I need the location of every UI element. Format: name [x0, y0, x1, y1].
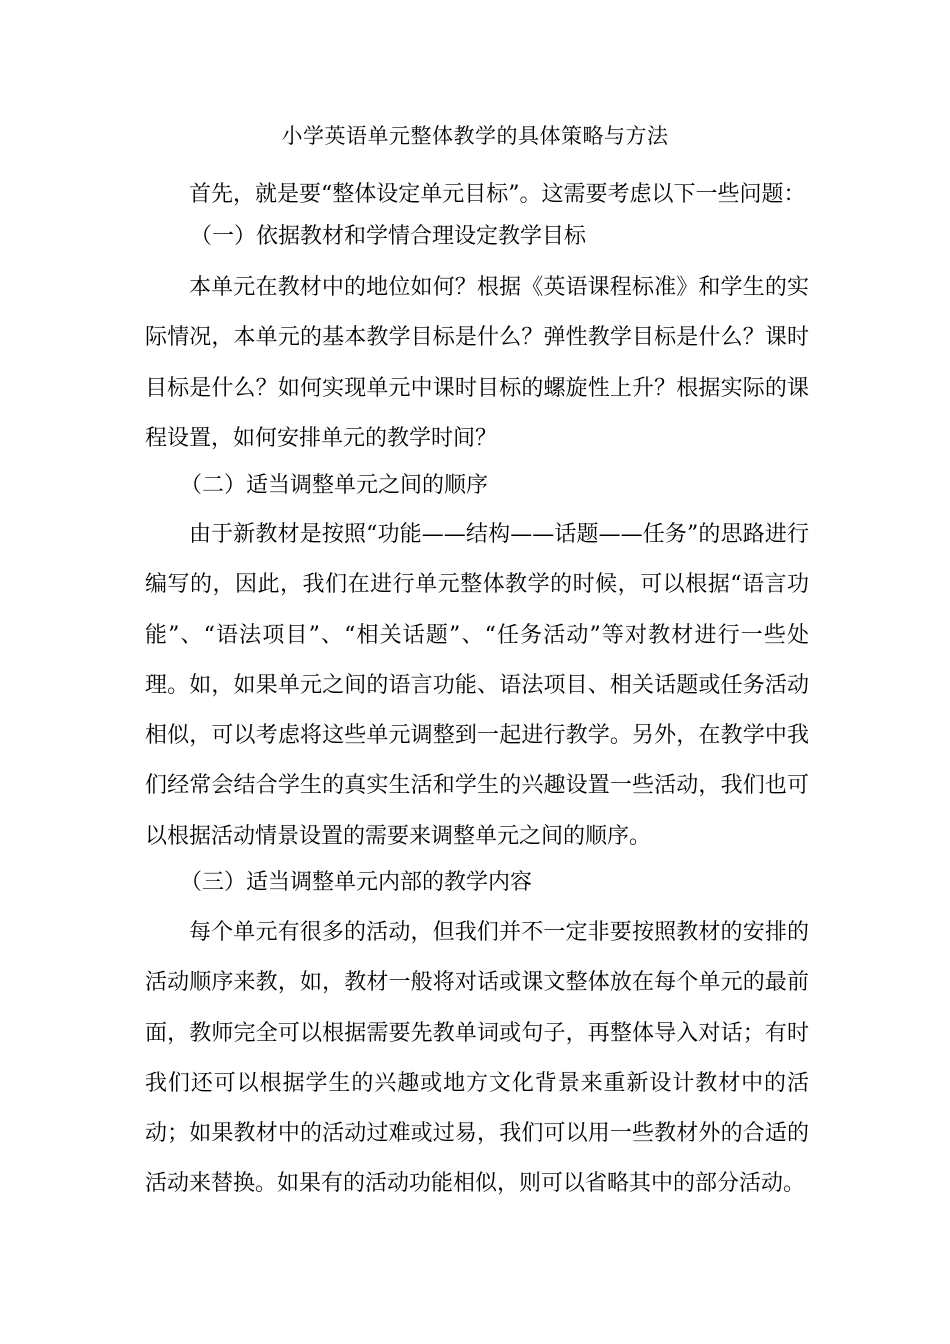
section-paragraph-2: 由于新教材是按照“功能——结构——话题——任务”的思路进行编写的，因此，我们在进行单元整体教学的时候，可以根据“语言功能”、“语法项目”、“相关话题”、“任务活动”等对教材进行一些处理。如，如果单元之间的语言功能、语法项目、相关话题或任务活动相似，可以考虑将这些单元调整到一起进行教学。另外，在教学中我们经常会结合学生的真实生活和学生的兴趣设置一些活动，我们也可以根据活动情景设置的需要来调整单元之间的顺序。: [145, 522, 809, 849]
section-heading-3: （三）适当调整单元内部的教学内容: [180, 870, 533, 895]
document-title: 小学英语单元整体教学的具体策略与方法: [281, 124, 669, 148]
section-paragraph-3: 每个单元有很多的活动，但我们并不一定非要按照教材的安排的活动顺序来教，如，教材一般将对话或课文整体放在每个单元的最前面，教师完全可以根据需要先教单词或句子，再整体导入对话；有时我们还可以根据学生的兴趣或地方文化背景来重新设计教材中的活动；如果教材中的活动过难或过易，我们可以用一些教材外的合适的活动来替换。如果有的活动功能相似，则可以省略其中的部分活动。: [145, 920, 809, 1197]
section-paragraph-1: 本单元在教材中的地位如何？根据《英语课程标准》和学生的实际情况，本单元的基本教学目标是什么？弹性教学目标是什么？课时目标是什么？如何实现单元中课时目标的螺旋性上升？根据实际的课程设置，如何安排单元的教学时间？: [145, 275, 809, 451]
section-heading-1: （一）依据教材和学情合理设定教学目标: [190, 224, 587, 249]
intro-paragraph: 首先，就是要“整体设定单元目标”。这需要考虑以下一些问题：: [189, 182, 806, 207]
section-heading-2: （二）适当调整单元之间的顺序: [180, 473, 489, 498]
